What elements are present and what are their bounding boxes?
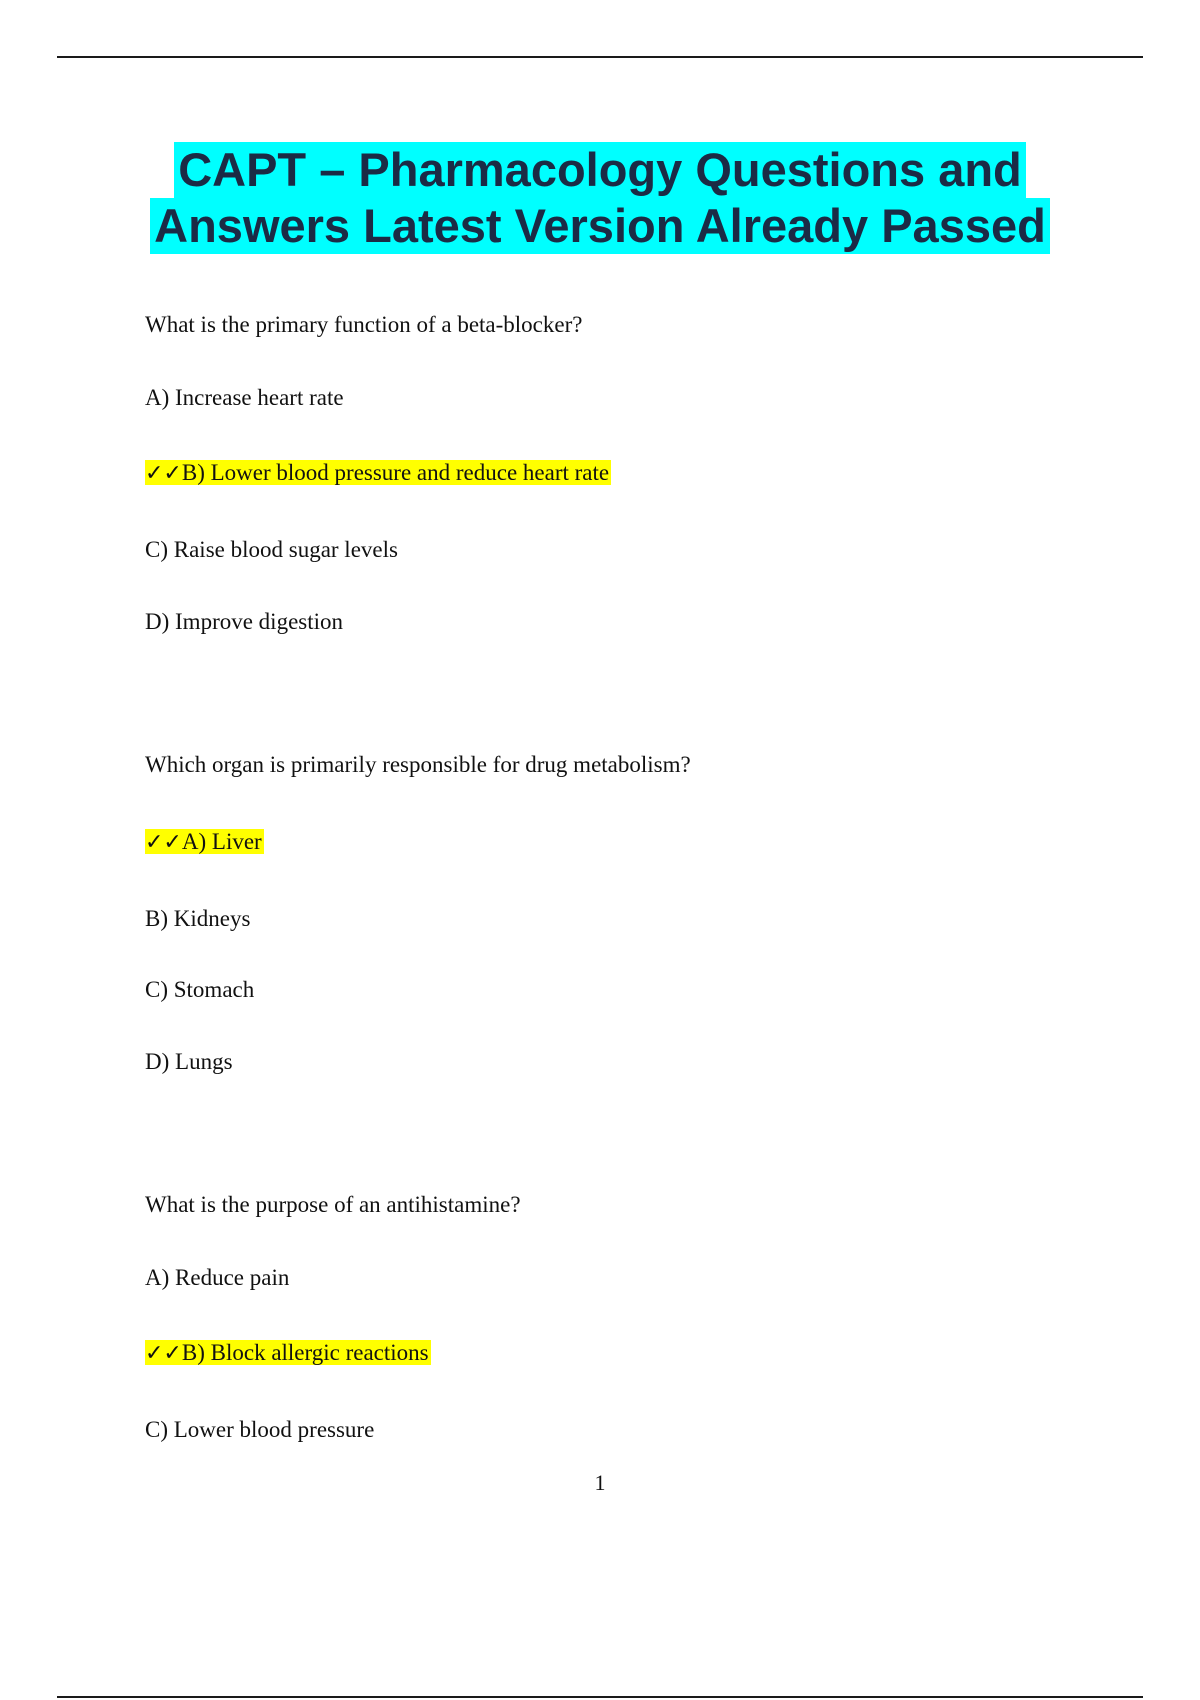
double-check-icon: ✓✓ (145, 461, 182, 486)
title-line-2: Answers Latest Version Already Passed (150, 198, 1050, 254)
document-title (0, 142, 1200, 254)
double-check-icon: ✓✓ (145, 1341, 182, 1366)
correct-answer-highlight (145, 460, 611, 485)
question-1-option-c: C) Raise blood sugar levels (145, 537, 398, 562)
question-1-option-b-correct (145, 458, 611, 489)
question-2-option-a-correct (145, 827, 264, 858)
option-label: A) Liver (181, 829, 262, 854)
title-line-1: CAPT – Pharmacology Questions and (174, 142, 1026, 198)
question-1-text: What is the primary function of a beta-blocker? (145, 312, 583, 337)
question-3-option-b-correct (145, 1338, 431, 1369)
question-3-option-a: A) Reduce pain (145, 1265, 290, 1290)
option-label: B) Lower blood pressure and reduce heart rate (181, 460, 610, 485)
double-check-icon: ✓✓ (145, 830, 182, 855)
question-2-option-c: C) Stomach (145, 977, 255, 1002)
correct-answer-highlight (145, 1340, 431, 1365)
correct-answer-highlight (145, 829, 264, 854)
question-3-option-c: C) Lower blood pressure (145, 1417, 375, 1442)
question-1-option-d: D) Improve digestion (145, 609, 344, 634)
question-3-text: What is the purpose of an antihistamine? (145, 1192, 521, 1217)
option-label: B) Block allergic reactions (181, 1340, 429, 1365)
question-2-text: Which organ is primarily responsible for drug metabolism? (145, 752, 691, 777)
page-number: 1 (594, 1470, 606, 1495)
question-2-option-b: B) Kidneys (145, 906, 251, 931)
question-1-option-a: A) Increase heart rate (145, 385, 344, 410)
bottom-rule (57, 1696, 1143, 1698)
question-2-option-d: D) Lungs (145, 1049, 233, 1074)
top-rule (57, 56, 1143, 58)
